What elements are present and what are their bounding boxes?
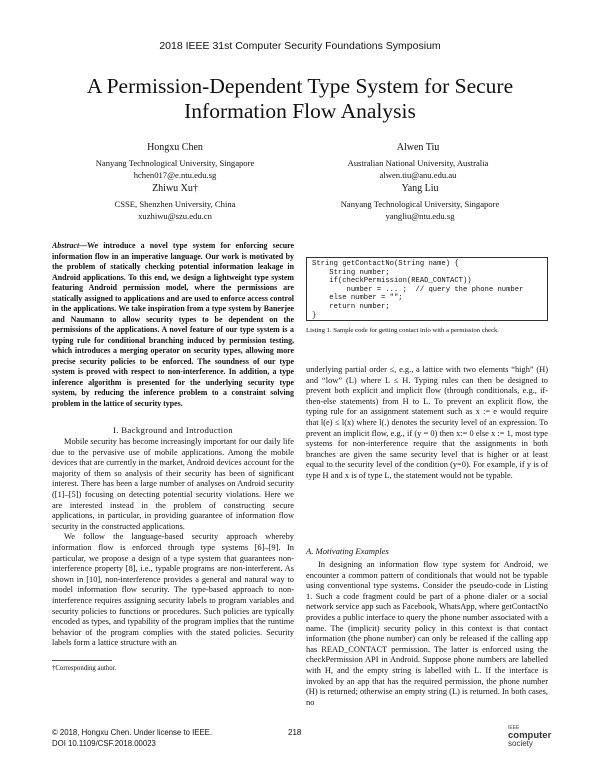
author-affiliation: CSSE, Shenzhen University, China [114,198,236,209]
author-affiliation: Nanyang Technological University, Singapore [340,198,500,209]
author-email: alwen.tiu@anu.edu.au [379,170,457,180]
code-line: return number; [312,302,390,311]
paragraph: Mobile security has become increasingly important for our daily life due to the pervasive use of mobile applications. Among the mobile devices that are currently in the market, Android devices account for the majority of them so analysis of their security has been of significant interest. There has been a large number of analyses on Android security ([1]–[5]) focusing on detecting potential security violations. Here we are interested instead in the problem of constructing secure applications, in particular, in providing guarantee of information flow security in the constructed applications. [52,437,294,531]
subsection-body [306,560,548,708]
code-line: String number; [312,268,390,277]
subsection-heading: A. Motivating Examples [306,546,389,556]
column2-intro [306,365,548,482]
author-affiliation: Australian National University, Australia [347,157,489,168]
abstract [52,241,294,409]
code-line: } [312,311,317,320]
abstract-text: —We introduce a novel type system for enforcing secure information flow in an imperative language. Our work is motivated by the problem of statically checking potential information leakage in Android applications. To this end, we design a lightweight type system featuring Android permission model, where the permissions are statically assigned to applications and are used to enforce access control in the applications. We take inspiration from a type system by Banerjee and Naumann to allow security types to be dependent on the permissions of the applications. A novel feature of our type system is a typing rule for conditional branching induced by permission testing, which introduces a merging operator on security types, allowing more precise security policies to be enforced. The soundness of our type system is proved with respect to non-interference. In addition, a type inference algorithm is presented for the underlying security type system, by reducing the inference problem to a constraint solving problem in the lattice of security types. [52,241,294,408]
footnote-rule [52,660,112,661]
abstract-label: Abstract [52,241,80,250]
author-affiliation: Nanyang Technological University, Singapore [95,157,255,168]
conference-header: 2018 IEEE 31st Computer Security Foundations Symposium [159,40,441,52]
page-number: 218 [288,728,302,737]
listing-caption: Listing 1. Sample code for getting contact info with a permission check. [306,327,499,334]
author-email: yangliu@ntu.edu.sg [385,211,455,221]
footnote: †Corresponding author. [52,665,117,672]
author-name: Alwen Tiu [396,142,440,153]
author-block-3 [100,183,250,223]
logo-ieee-text: IEEE [508,725,520,731]
paragraph: underlying partial order ≤, e.g., a lattice with two elements “high” (H) and “low” (L) where L ≤ H. Typing rules can then be designed to prevent both explicit and implicit flow (through conditionals, e.g., if-then-else statements) from H to L. To prevent an explicit flow, the typing rule for an assignment statement such as x := e would require that l(e) ≤ l(x) where l(.) denotes the security level of an expression. To prevent an implicit flow, e.g., if (y = 0) then x:= 0 else x := 1, most type systems for non-interference require that the assignments in both branches are given the same security level that is higher or at least equal to the security level of the condition (y=0). For example, if y is of type H and x is of type L, the statement would not be typable. [306,365,548,480]
code-listing [306,257,548,321]
code-line: else number = ""; [312,294,403,303]
author-email: xuzhiwu@szu.edu.cn [138,211,212,221]
footer-copyright [52,728,212,749]
code-line: String getContactNo(String name) { [312,260,459,268]
copyright-line: © 2018, Hongxu Chen. Under license to IEEE. [52,728,213,737]
paper-title: A Permission-Dependent Type System for Secure Information Flow Analysis [86,74,514,123]
paragraph: We follow the language-based security approach whereby information flow is enforced through type systems [6]–[9]. In particular, we propose a design of a type system that guarantees non-interference property [8], i.e., typable programs are non-interferent. As shown in [10], non-interference provides a general and natural way to model information flow security. The type-based approach to non-interference requires assigning security labels to program variables and security policies to functions or procedures. Such policies are typically encoded as types, and typability of the program implies that the runtime behavior of the program complies with the stated policies. Security labels form a lattice structure with an [52,532,294,648]
section-heading: I. Background and Introduction [113,425,233,435]
author-name: Hongxu Chen [147,142,203,153]
author-email: hchen017@e.ntu.edu.sg [133,170,217,180]
computer-society-logo [508,725,550,751]
doi-line: DOI 10.1109/CSF.2018.00023 [52,738,156,748]
author-name: Yang Liu [401,183,439,194]
section-body [52,437,294,649]
logo-computer-text: computer [508,730,552,741]
author-block-1 [90,142,260,182]
paragraph: In designing an information flow type system for Android, we encounter a common pattern of conditionals that would not be typable using conventional type systems. Consider the pseudo-code in Listing 1. Such a code fragment could be part of a phone dialer or a social network service app such as Facebook, WhatsApp, where getContactNo provides a public interface to query the phone number associated with a name. The (implicit) security policy in this context is that contact information (the phone number) can only be released if the calling app has READ_CONTACT permission. The latter is enforced using the checkPermission API in Android. Suppose phone numbers are labelled with H, and the empty string is labelled with L. If the interface is invoked by an app that has the required permission, the phone number (H) is returned; otherwise an empty string (L) is returned. In both cases, no [306,560,548,707]
author-name: Zhiwu Xu† [152,183,198,194]
code-line: if(checkPermission(READ_CONTACT)) [312,277,472,286]
author-block-2 [318,142,518,182]
code-line: number = ... ; // query the phone number [312,285,524,294]
logo-society-text: society [508,739,533,748]
author-block-4 [310,183,530,223]
